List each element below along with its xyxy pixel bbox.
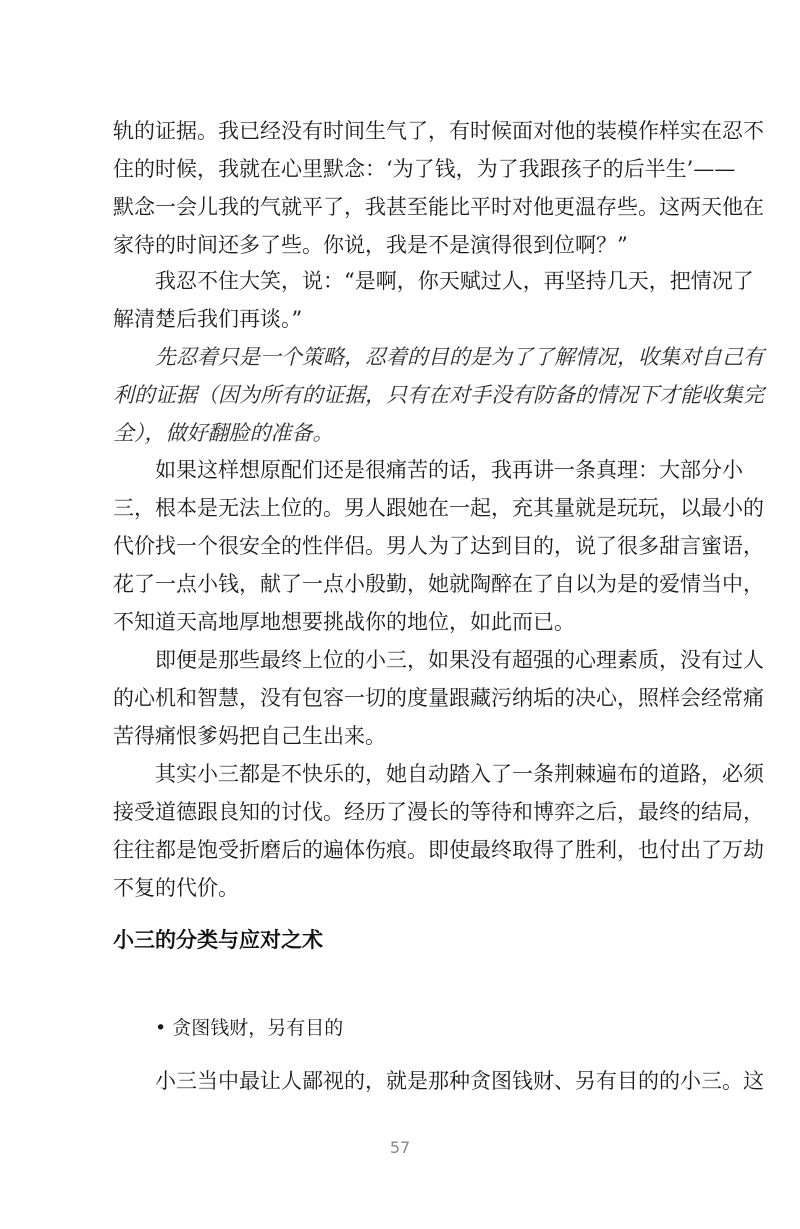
text-line: 苦得痛恨爹妈把自己生出来。	[113, 724, 386, 748]
text-line: 花了一点小钱，献了一点小殷勤，她就陶醉在了自以为是的爱情当中，	[113, 572, 764, 596]
text-line: 的心机和智慧，没有包容一切的度量跟藏污纳垢的决心，照样会经常痛	[113, 686, 764, 710]
text-line: 小三当中最让人鄙视的，就是那种贪图钱财、另有目的的小三。这	[155, 1069, 764, 1093]
page-number: 57	[389, 1138, 411, 1157]
section-heading: 小三的分类与应对之术	[113, 928, 323, 952]
text-line: 代价找一个很安全的性伴侣。男人为了达到目的，说了很多甜言蜜语，	[113, 534, 764, 558]
paragraph-2	[113, 262, 754, 338]
paragraph-6	[113, 755, 764, 907]
text-line: 全），做好翻脸的准备。	[113, 421, 334, 445]
bullet-item: • 贪图钱财，另有目的	[155, 1017, 344, 1039]
paragraph-3-emphasis	[113, 338, 764, 452]
text-line: 利的证据（因为所有的证据，只有在对手没有防备的情况下才能收集完	[113, 383, 764, 407]
text-line: 不复的代价。	[113, 876, 239, 900]
text-line: 我忍不住大笑，说：“是啊，你天赋过人，再坚持几天，把情况了	[155, 269, 754, 293]
text-line: 其实小三都是不快乐的，她自动踏入了一条荆棘遍布的道路，必须	[155, 762, 764, 786]
text-line: 不知道天高地厚地想要挑战你的地位，如此而已。	[113, 610, 575, 634]
text-line: 三，根本是无法上位的。男人跟她在一起，充其量就是玩玩，以最小的	[113, 496, 764, 520]
text-line: 住的时候，我就在心里默念：‘为了钱，为了我跟孩子的后半生’——	[113, 157, 736, 181]
text-line: 接受道德跟良知的讨伐。经历了漫长的等待和博弈之后，最终的结局，	[113, 800, 764, 824]
paragraph-4	[113, 451, 764, 641]
paragraph-5	[113, 641, 764, 755]
text-line: 即便是那些最终上位的小三，如果没有超强的心理素质，没有过人	[155, 648, 764, 672]
text-line: 家待的时间还多了些。你说，我是不是演得很到位啊？”	[113, 233, 628, 257]
text-line: 往往都是饱受折磨后的遍体伤痕。即使最终取得了胜利，也付出了万劫	[113, 838, 764, 862]
text-line: 默念一会儿我的气就平了，我甚至能比平时对他更温存些。这两天他在	[113, 195, 764, 219]
text-line: 轨的证据。我已经没有时间生气了，有时候面对他的装模作样实在忍不	[113, 119, 764, 143]
paragraph-7	[113, 1062, 764, 1100]
text-line: 如果这样想原配们还是很痛苦的话，我再讲一条真理：大部分小	[155, 458, 743, 482]
text-line: 解清楚后我们再谈。”	[113, 307, 303, 331]
paragraph-1	[113, 112, 764, 264]
text-line: 先忍着只是一个策略，忍着的目的是为了了解情况，收集对自己有	[155, 345, 764, 369]
